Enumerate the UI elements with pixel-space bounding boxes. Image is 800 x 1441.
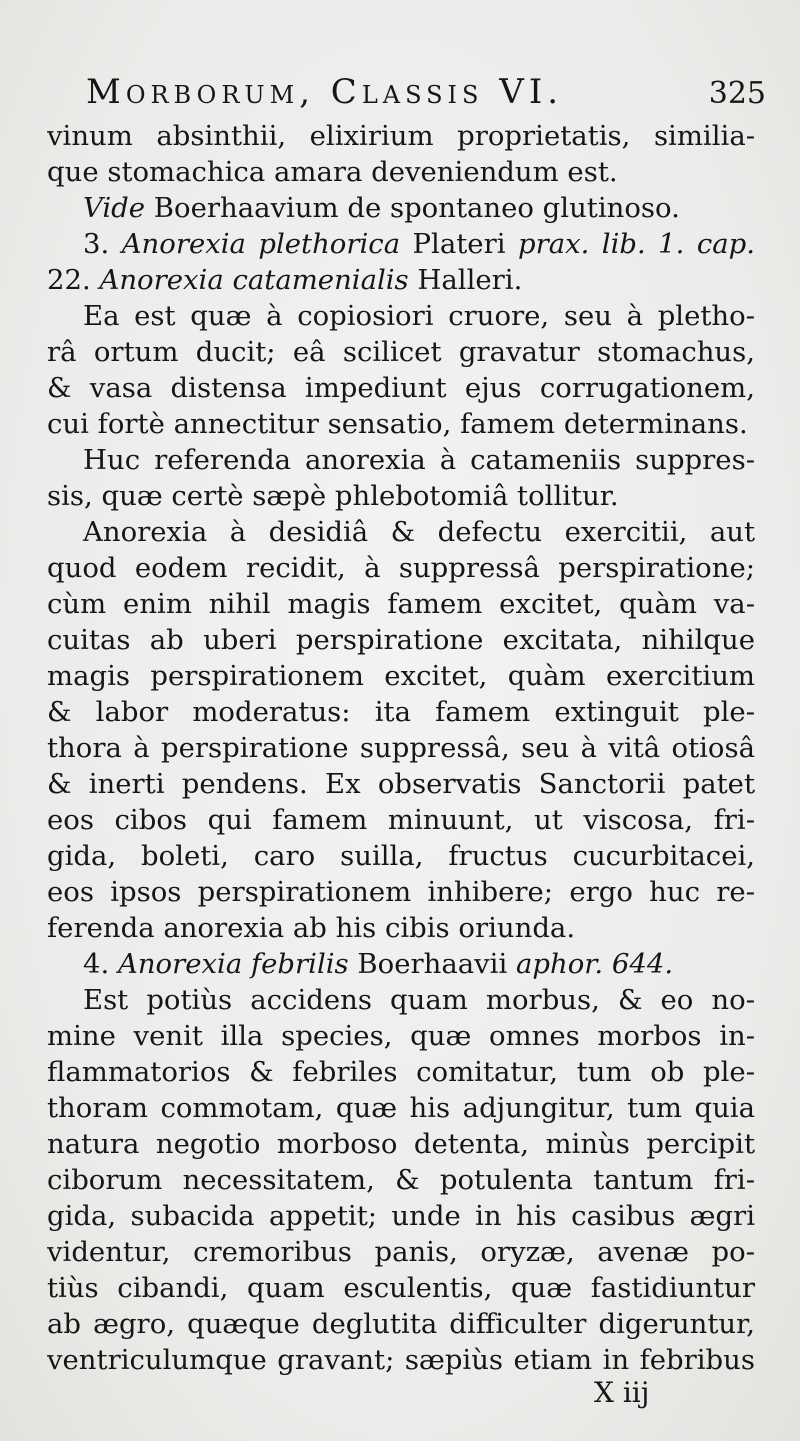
text-line [47, 874, 755, 910]
text-segment: gida, subacida appetit; unde in his casibus ægri [47, 1200, 755, 1232]
text-segment: & inerti pendens. Ex observatis Sanctorii patet [47, 768, 755, 800]
text-line [47, 1090, 755, 1126]
text-line [47, 1018, 755, 1054]
text-line [47, 118, 755, 154]
text-line [47, 694, 755, 730]
text-line [47, 154, 755, 190]
text-segment: Est potiùs accidens quam morbus, & eo no- [83, 984, 755, 1016]
text-segment: Boerhaavium de spontaneo glutinoso. [145, 192, 680, 224]
text-segment: & vasa distensa impediunt ejus corrugationem, [47, 372, 755, 404]
text-line [47, 1270, 755, 1306]
text-line [47, 838, 755, 874]
text-line [47, 1126, 755, 1162]
text-segment: tiùs cibandi, quam esculentis, quæ fastidiuntur [47, 1272, 755, 1304]
text-line [47, 550, 755, 586]
text-segment: cuitas ab uberi perspiratione excitata, nihilque [47, 624, 755, 656]
text-line [47, 910, 755, 946]
text-line [47, 442, 755, 478]
text-line [47, 370, 755, 406]
text-segment: ventriculumque gravant; sæpiùs etiam in febribus [47, 1344, 755, 1376]
text-line [47, 262, 755, 298]
text-segment: natura negotio morboso detenta, minùs percipit [47, 1128, 755, 1160]
italic-segment: Anorexia febrilis [117, 948, 349, 980]
text-segment: Huc referenda anorexia à catameniis suppres- [83, 444, 755, 476]
text-segment: Ea est quæ à copiosiori cruore, seu à pletho- [83, 300, 755, 332]
text-line [47, 1054, 755, 1090]
text-segment: Boerhaavii [348, 948, 516, 980]
text-segment: quod eodem recidit, à suppressâ perspiratione; [47, 552, 755, 584]
text-segment: magis perspirationem excitet, quàm exercitium [47, 660, 755, 692]
text-segment: videntur, cremoribus panis, oryzæ, avenæ po- [47, 1236, 755, 1268]
text-line [47, 1342, 755, 1378]
text-segment: que stomachica amara deveniendum est. [47, 156, 618, 188]
italic-segment: Anorexia catamenialis [99, 264, 409, 296]
italic-segment: aphor. 644. [515, 948, 674, 980]
text-line [47, 406, 755, 442]
text-line [47, 586, 755, 622]
signature-mark: X iij [594, 1376, 650, 1409]
text-segment: eos ipsos perspirationem inhibere; ergo huc re- [47, 876, 755, 908]
text-line [47, 1198, 755, 1234]
text-line [47, 982, 755, 1018]
italic-segment: prax. lib. 1. cap. [517, 228, 755, 260]
text-segment: eos cibos qui famem minuunt, ut viscosa, fri- [47, 804, 755, 836]
text-segment: cui fortè annectitur sensatio, famem determinans. [47, 408, 748, 440]
text-segment: gida, boleti, caro suilla, fructus cucurbitacei, [47, 840, 755, 872]
text-segment: Anorexia à desidiâ & defectu exercitii, aut [83, 516, 755, 548]
page-number: 325 [708, 76, 766, 111]
text-line [47, 478, 755, 514]
text-line [47, 514, 755, 550]
italic-segment: Anorexia plethorica [121, 228, 401, 260]
text-segment: ferenda anorexia ab his cibis oriunda. [47, 912, 576, 944]
text-segment: flammatorios & febriles comitatur, tum ob ple- [47, 1056, 755, 1088]
text-line [47, 658, 755, 694]
text-line [47, 730, 755, 766]
text-segment: Plateri [400, 228, 518, 260]
text-segment: cùm enim nihil magis famem excitet, quàm va- [47, 588, 755, 620]
running-head-title: Morborum, Classis VI. [86, 72, 564, 112]
text-segment: 22. [47, 264, 100, 296]
text-line [47, 766, 755, 802]
italic-segment: Vide [83, 192, 146, 224]
text-line [47, 622, 755, 658]
text-line [47, 946, 755, 982]
text-line [47, 1234, 755, 1270]
text-segment: thora à perspiratione suppressâ, seu à vitâ otiosâ [47, 732, 755, 764]
text-line [47, 226, 755, 262]
text-line [47, 1162, 755, 1198]
text-segment: vinum absinthii, elixirium proprietatis, similia- [47, 120, 755, 152]
running-head [86, 72, 766, 112]
text-line [47, 802, 755, 838]
text-line [47, 190, 755, 226]
text-segment: mine venit illa species, quæ omnes morbos in- [47, 1020, 755, 1052]
text-segment: thoram commotam, quæ his adjungitur, tum quia [47, 1092, 755, 1124]
text-segment: 3. [83, 228, 122, 260]
text-segment: Halleri. [408, 264, 523, 296]
text-segment: râ ortum ducit; eâ scilicet gravatur stomachus, [47, 336, 755, 368]
text-segment: 4. [83, 948, 118, 980]
text-segment: ciborum necessitatem, & potulenta tantum fri- [47, 1164, 755, 1196]
body-text [47, 118, 755, 1378]
text-segment: sis, quæ certè sæpè phlebotomiâ tollitur. [47, 480, 619, 512]
text-line [47, 334, 755, 370]
text-segment: ab ægro, quæque deglutita difficulter digeruntur, [47, 1308, 755, 1340]
text-line [47, 1306, 755, 1342]
text-segment: & labor moderatus: ita famem extinguit ple- [47, 696, 755, 728]
text-line [47, 298, 755, 334]
